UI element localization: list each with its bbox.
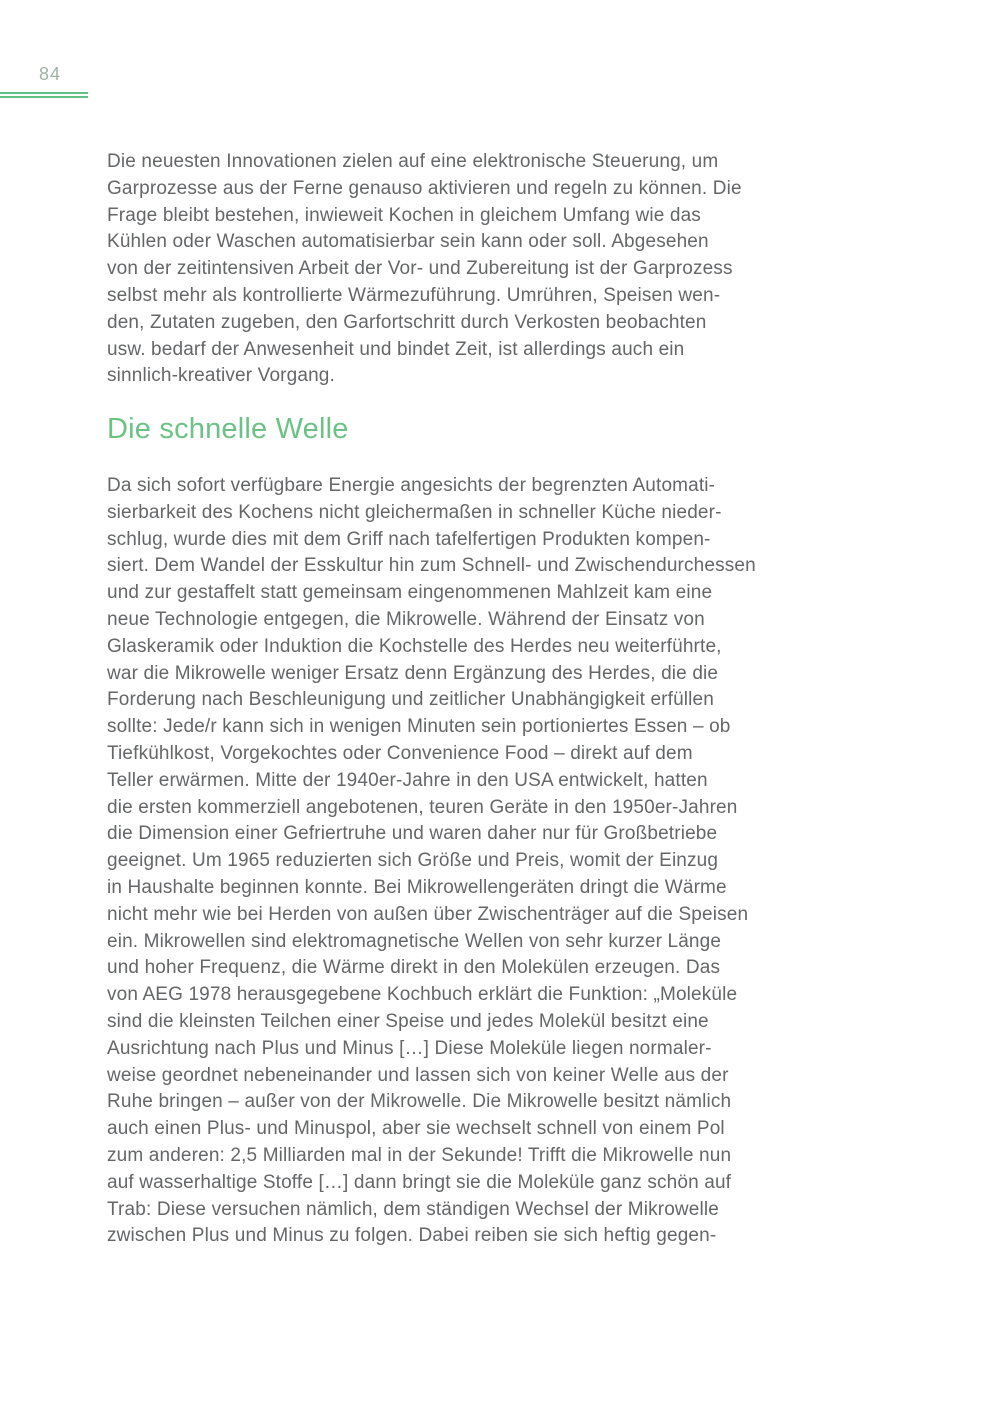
text-line: schlug, wurde dies mit dem Griff nach tafelfertigen Produkten kompen- xyxy=(107,528,711,550)
text-line: zum anderen: 2,5 Milliarden mal in der Sekunde! Trifft die Mikrowelle nun xyxy=(107,1144,732,1166)
text-line: von AEG 1978 herausgegebene Kochbuch erklärt die Funktion: „Moleküle xyxy=(107,984,738,1006)
text-line: die ersten kommerziell angebotenen, teuren Geräte in den 1950er-Jahren xyxy=(107,796,738,818)
text-line: und zur gestaffelt statt gemeinsam eingenommenen Mahlzeit kam eine xyxy=(107,582,713,604)
text-line: sind die kleinsten Teilchen einer Speise und jedes Molekül besitzt eine xyxy=(107,1010,709,1032)
text-line: geeignet. Um 1965 reduzierten sich Größe und Preis, womit der Einzug xyxy=(107,850,719,872)
text-line: Die neuesten Innovationen zielen auf eine elektronische Steuerung, um xyxy=(107,151,719,172)
text-line: den, Zutaten zugeben, den Garfortschritt durch Verkosten beobachten xyxy=(107,311,707,333)
text-line: Ruhe bringen – außer von der Mikrowelle. Die Mikrowelle besitzt nämlich xyxy=(107,1091,732,1113)
text-line: neue Technologie entgegen, die Mikrowelle. Während der Einsatz von xyxy=(107,608,705,630)
text-line: selbst mehr als kontrollierte Wärmezuführung. Umrühren, Speisen wen- xyxy=(107,284,721,306)
text-line: nicht mehr wie bei Herden von außen über Zwischenträger auf die Speisen xyxy=(107,903,749,925)
text-line: Tiefkühlkost, Vorgekochtes oder Convenience Food – direkt auf dem xyxy=(107,742,693,764)
text-line: usw. bedarf der Anwesenheit und bindet Zeit, ist allerdings auch ein xyxy=(107,338,685,360)
text-line: Ausrichtung nach Plus und Minus […] Diese Moleküle liegen normaler- xyxy=(107,1037,712,1059)
text-line: ein. Mikrowellen sind elektromagnetische Wellen von sehr kurzer Länge xyxy=(107,930,722,952)
text-line: Glaskeramik oder Induktion die Kochstelle des Herdes neu weiterführte, xyxy=(107,635,722,657)
header-rule xyxy=(0,92,88,98)
text-line: Forderung nach Beschleunigung und zeitlicher Unabhängigkeit erfüllen xyxy=(107,689,714,711)
paragraph-1 xyxy=(107,149,827,390)
text-line: in Haushalte beginnen konnte. Bei Mikrowellengeräten dringt die Wärme xyxy=(107,876,727,898)
text-line: sierbarkeit des Kochens nicht gleichermaßen in schneller Küche nieder- xyxy=(107,501,722,523)
text-line: Garprozesse aus der Ferne genauso aktivieren und regeln zu können. Die xyxy=(107,177,742,199)
text-line: Teller erwärmen. Mitte der 1940er-Jahre in den USA entwickelt, hatten xyxy=(107,769,708,791)
text-line: und hoher Frequenz, die Wärme direkt in den Molekülen erzeugen. Das xyxy=(107,957,721,979)
text-line: sollte: Jede/r kann sich in wenigen Minuten sein portioniertes Essen – ob xyxy=(107,716,731,738)
page-number: 84 xyxy=(39,64,62,84)
text-line: weise geordnet nebeneinander und lassen sich von keiner Welle aus der xyxy=(107,1064,729,1086)
text-line: Trab: Diese versuchen nämlich, dem ständigen Wechsel der Mikrowelle xyxy=(107,1198,719,1220)
text-line: Kühlen oder Waschen automatisierbar sein kann oder soll. Abgesehen xyxy=(107,231,709,253)
text-line: von der zeitintensiven Arbeit der Vor- und Zubereitung ist der Garprozess xyxy=(107,258,733,280)
text-line: die Dimension einer Gefriertruhe und waren daher nur für Großbetriebe xyxy=(107,823,718,845)
paragraph-2 xyxy=(107,473,827,1250)
text-line: war die Mikrowelle weniger Ersatz denn Ergänzung des Herdes, die die xyxy=(107,662,719,684)
text-line: auch einen Plus- und Minuspol, aber sie wechselt schnell von einem Pol xyxy=(107,1118,725,1140)
text-line: auf wasserhaltige Stoffe […] dann bringt sie die Moleküle ganz schön auf xyxy=(107,1171,732,1193)
text-line: Frage bleibt bestehen, inwieweit Kochen in gleichem Umfang wie das xyxy=(107,204,701,226)
text-line: sinnlich-kreativer Vorgang. xyxy=(107,365,335,387)
text-line: zwischen Plus und Minus zu folgen. Dabei reiben sie sich heftig gegen- xyxy=(107,1225,717,1247)
text-line: Da sich sofort verfügbare Energie angesichts der begrenzten Automati- xyxy=(107,475,716,496)
section-heading: Die schnelle Welle xyxy=(107,413,349,445)
text-line: siert. Dem Wandel der Esskultur hin zum Schnell- und Zwischendurchessen xyxy=(107,555,756,577)
